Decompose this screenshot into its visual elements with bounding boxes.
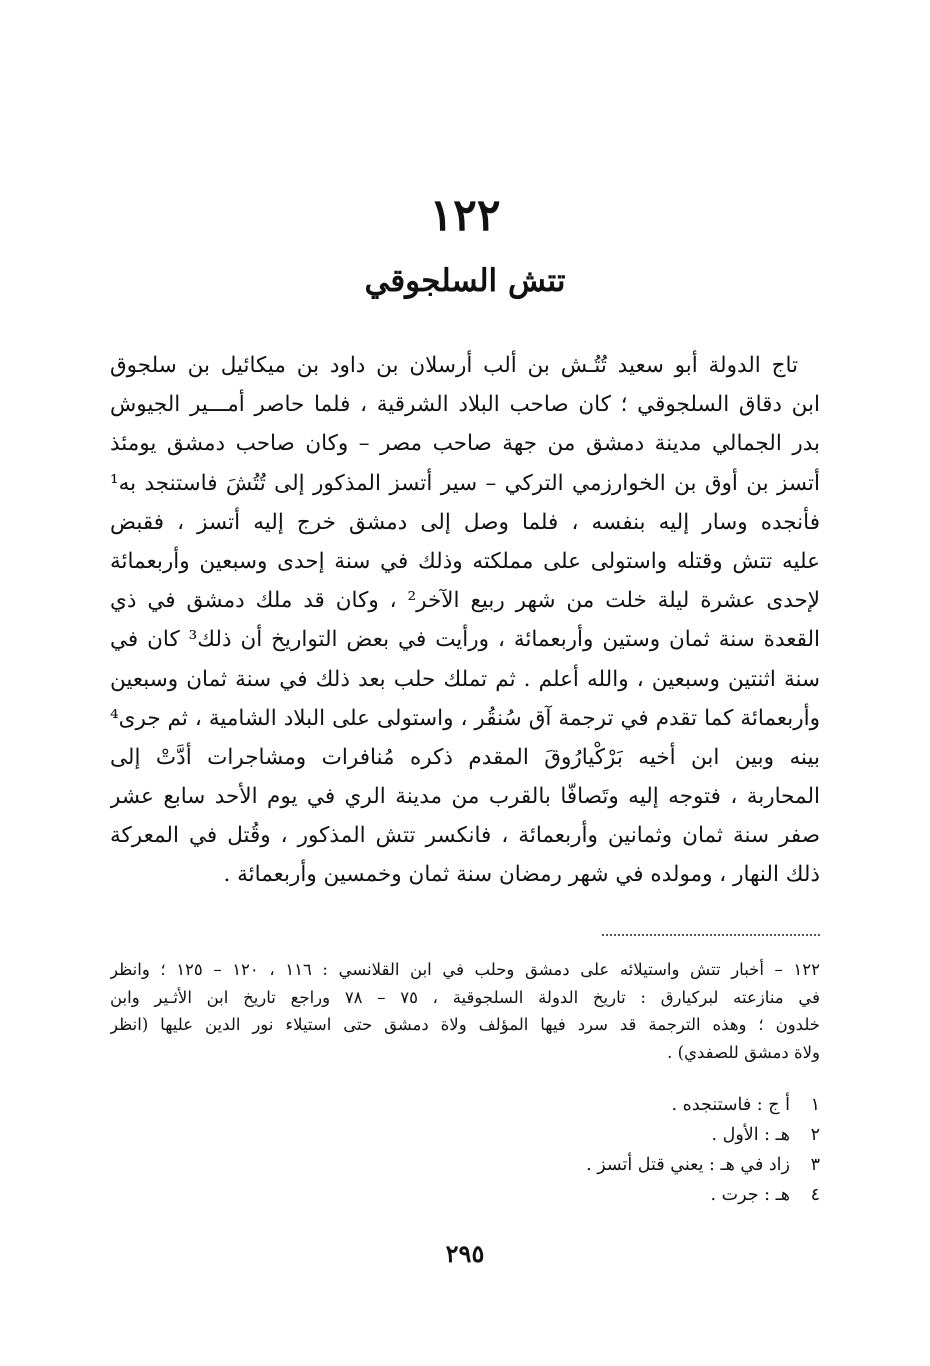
body-line: وأربعمائة كما تقدم في ترجمة آق سُنقُر ، واستولى على البلاد الشامية ، ثم جرى⁴ xyxy=(110,705,820,731)
body-line: ذلك النهار ، ومولده في شهر رمضان سنة ثمان وخمسين وأربعمائة . xyxy=(223,862,820,888)
variant-footnote xyxy=(110,1090,820,1120)
entry-title: تتش السلجوقي xyxy=(364,263,566,299)
body-text xyxy=(110,346,820,895)
body-line: لإحدى عشرة ليلة خلت من شهر ربيع الآخر² ، وكان قد ملك دمشق في ذي xyxy=(110,588,820,614)
body-line: تاج الدولة أبو سعيد تُتُـش بن ألب أرسلان بن داود بن ميكائيل بن سلجوق xyxy=(110,353,798,378)
body-line: بدر الجمالي مدينة دمشق من جهة صاحب مصر – وكان صاحب دمشق يومئذ xyxy=(110,431,820,457)
body-line: القعدة سنة ثمان وستين وأربعمائة ، ورأيت في بعض التواريخ أن ذلك³ كان في xyxy=(110,627,820,653)
variant-text: هـ : الأول . xyxy=(711,1125,790,1145)
variant-footnotes xyxy=(110,1090,820,1210)
variant-footnote xyxy=(110,1150,820,1180)
body-line: فأنجده وسار إليه بنفسه ، فلما وصل إلى دمشق خرج إليه أتسز ، فقبض xyxy=(110,509,820,535)
body-line: سنة اثنتين وسبعين ، والله أعلم . ثم تملك حلب بعد ذلك في سنة ثمان وسبعين xyxy=(110,666,820,692)
note-line: خلدون ؛ وهذه الترجمة قد سرد فيها المؤلف ولاة دمشق حتى استيلاء نور الدين عليها (انظر xyxy=(110,1015,820,1034)
page-number: ٢٩٥ xyxy=(445,1239,485,1268)
entry-notes xyxy=(110,956,820,1066)
body-line: عليه تتش وقتله واستولى على مملكته وذلك في سنة إحدى وسبعين وأربعمائة xyxy=(110,548,820,574)
variant-footnote xyxy=(110,1180,820,1210)
note-line: في منازعته لبركيارق : تاريخ الدولة السلجوقية ، ٧٥ – ٧٨ وراجع تاريخ ابن الأثـير وابن xyxy=(110,987,820,1007)
body-line: بينه وبين ابن أخيه بَرْكْيارُوقَ المقدم ذكره مُنافرات ومشاجرات أدَّتْ إلى xyxy=(110,744,820,770)
variant-number: ١ xyxy=(810,1095,820,1115)
variant-text: أ ج : فاستنجده . xyxy=(671,1095,790,1115)
variant-text: هـ : جرت . xyxy=(710,1185,790,1205)
note-line: ولاة دمشق للصفدي) . xyxy=(667,1042,820,1062)
body-line: صفر سنة ثمان وثمانين وأربعمائة ، فانكسر تتش المذكور ، وقُتل في المعركة xyxy=(110,823,820,849)
variant-number: ٢ xyxy=(810,1125,820,1145)
body-line: المحاربة ، فتوجه إليه وتَصافّا بالقرب من مدينة الري في يوم الأحد سابع عشر xyxy=(110,784,820,810)
entry-number: ١٢٢ xyxy=(429,190,501,241)
variant-text: زاد في هـ : يعني قتل أتسز . xyxy=(586,1155,790,1175)
note-line: ١٢٢ – أخبار تتش واستيلائه على دمشق وحلب في ابن القلانسي : ١١٦ ، ١٢٠ – ١٢٥ ؛ وانظر xyxy=(110,960,820,979)
footnote-divider xyxy=(602,934,820,936)
variant-number: ٣ xyxy=(810,1155,820,1175)
variant-number: ٤ xyxy=(810,1185,820,1205)
variant-footnote xyxy=(110,1120,820,1150)
body-line: أتسز بن أوق بن الخوارزمي التركي – سير أتسز المذكور إلى تُتُشَ فاستنجد به¹ xyxy=(110,470,820,496)
body-line: ابن دقاق السلجوقي ؛ كان صاحب البلاد الشرقية ، فلما حاصر أمـــير الجيوش xyxy=(110,392,820,418)
